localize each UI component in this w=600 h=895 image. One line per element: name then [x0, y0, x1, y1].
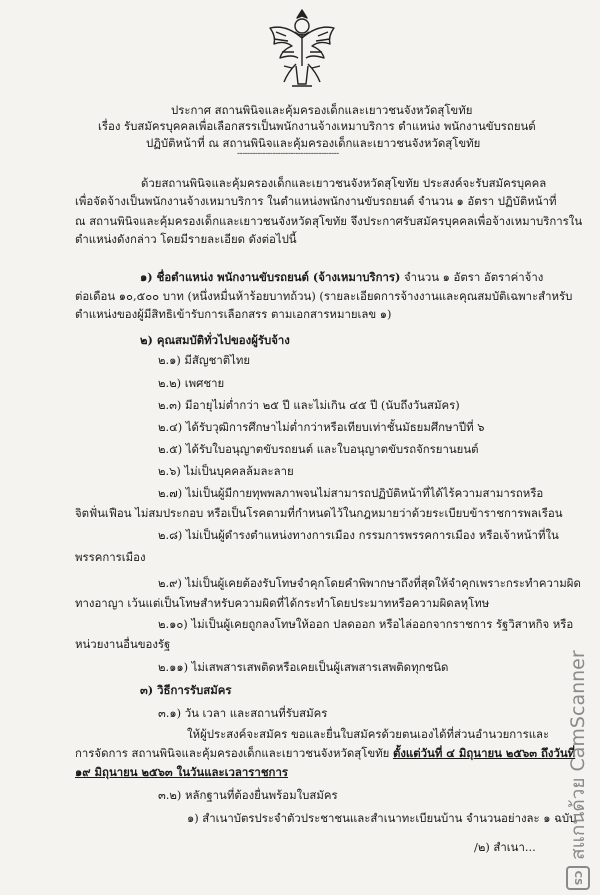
- announcement-subject-cont: ปฏิบัติหน้าที่ ณ สถานพินิจและคุ้มครองเด็กและเยาวชนจังหวัดสุโขทัย: [146, 136, 481, 150]
- list-item: ๒.๖) ไม่เป็นบุคคลล้มละลาย: [158, 464, 294, 478]
- section-1-count: จำนวน ๑ อัตรา อัตราค่าจ้าง: [400, 270, 544, 284]
- application-place: การจัดการ สถานพินิจและคุ้มครองเด็กและเยาวชนจังหวัดสุโขทัย: [75, 746, 393, 760]
- camscanner-logo-icon: CS: [566, 866, 590, 890]
- intro-paragraph: ตำแหน่งดังกล่าว โดยมีรายละเอียด ดังต่อไปนี้: [75, 232, 297, 246]
- section-1: [140, 270, 543, 284]
- list-item: ๒.๘) ไม่เป็นผู้ดำรงตำแหน่งทางการเมือง กรรมการพรรคการเมือง หรือเจ้าหน้าที่ใน: [158, 528, 559, 542]
- header-divider: ----------------------------------------: [237, 149, 339, 159]
- watermark-text: สแกนด้วย CamScanner: [567, 650, 589, 860]
- continued-marker: /๒) สำเนา...: [474, 840, 536, 854]
- list-item: ๒.๔) ได้รับวุฒิการศึกษาไม่ต่ำกว่าหรือเทียบเท่าชั้นมัธยมศึกษาปีที่ ๖: [158, 420, 485, 434]
- section-2-title: ๒) คุณสมบัติทั่วไปของผู้รับจ้าง: [140, 333, 290, 347]
- announcement-title: ประกาศ สถานพินิจและคุ้มครองเด็กและเยาวชนจังหวัดสุโขทัย: [171, 103, 473, 117]
- list-item: ๓.๒) หลักฐานที่ต้องยื่นพร้อมใบสมัคร: [158, 788, 338, 802]
- announcement-subject: เรื่อง รับสมัครบุคคลเพื่อเลือกสรรเป็นพนักงานจ้างเหมาบริการ ตำแหน่ง พนักงานขับรถยนต์: [98, 119, 536, 133]
- list-item: ๒.๒) เพศชาย: [158, 376, 225, 390]
- list-item-cont: หน่วยงานอื่นของรัฐ: [75, 637, 171, 651]
- intro-paragraph: ด้วยสถานพินิจและคุ้มครองเด็กและเยาวชนจังหวัดสุโขทัย ประสงค์จะรับสมัครบุคคล: [141, 176, 547, 190]
- section-3-title: ๓) วิธีการรับสมัคร: [140, 683, 232, 697]
- section-3-text: ให้ผู้ประสงค์จะสมัคร ขอและยื่นใบสมัครด้วยตนเองได้ที่ส่วนอำนวยการและ: [187, 727, 550, 741]
- garuda-emblem-icon: [262, 6, 342, 90]
- intro-paragraph: ณ สถานพินิจและคุ้มครองเด็กและเยาวชนจังหวัดสุโขทัย จึงประกาศรับสมัครบุคคลเพื่อจ้างเหมาบริการใน: [75, 214, 583, 228]
- list-item: ๒.๗) ไม่เป็นผู้มีกายทุพพลภาพจนไม่สามารถปฏิบัติหน้าที่ได้ไร้ความสามารถหรือ: [158, 486, 544, 500]
- section-1-title: ๑) ชื่อตำแหน่ง พนักงานขับรถยนต์ (จ้างเหมาบริการ): [140, 270, 401, 284]
- intro-paragraph: เพื่อจัดจ้างเป็นพนักงานจ้างเหมาบริการ ในตำแหน่งพนักงานขับรถยนต์ จำนวน ๑ อัตรา ปฏิบัติหน้าที่: [75, 194, 557, 208]
- section-1-text: ตำแหน่งของผู้มีสิทธิเข้ารับการเลือกสรร ตามเอกสารหมายเลข ๑): [75, 307, 392, 321]
- section-3-text: [75, 746, 575, 760]
- list-item: ๑) สำเนาบัตรประจำตัวประชาชนและสำเนาทะเบียนบ้าน จำนวนอย่างละ ๑ ฉบับ: [187, 811, 577, 825]
- list-item: ๒.๕) ได้รับใบอนุญาตขับรถยนต์ และใบอนุญาตขับรถจักรยานยนต์: [158, 442, 479, 456]
- list-item: ๒.๓) มีอายุไม่ต่ำกว่า ๒๕ ปี และไม่เกิน ๔๕ ปี (นับถึงวันสมัคร): [158, 398, 460, 412]
- application-period-end: ๑๙ มิถุนายน ๒๕๖๓ ในวันและเวลาราชการ: [75, 765, 288, 779]
- list-item-cont: จิตฟั่นเฟือน ไม่สมประกอบ หรือเป็นโรคตามที่กำหนดไว้ในกฎหมายว่าด้วยระเบียบข้าราชการพลเรือน: [75, 506, 563, 520]
- list-item: ๒.๑๑) ไม่เสพสารเสพติดหรือเคยเป็นผู้เสพสารเสพติดทุกชนิด: [158, 660, 449, 674]
- list-item-cont: พรรคการเมือง: [75, 550, 146, 564]
- camscanner-watermark: [564, 610, 592, 890]
- list-item: ๒.๙) ไม่เป็นผู้เคยต้องรับโทษจำคุกโดยคำพิพากษาถึงที่สุดให้จำคุกเพราะกระทำความผิด: [158, 576, 581, 590]
- list-item-cont: ทางอาญา เว้นแต่เป็นโทษสำหรับความผิดที่ได้กระทำโดยประมาทหรือความผิดลหุโทษ: [75, 596, 490, 610]
- application-period: ตั้งแต่วันที่ ๔ มิถุนายน ๒๕๖๓ ถึงวันที่: [392, 746, 576, 760]
- section-1-text: ต่อเดือน ๑๐,๕๐๐ บาท (หนึ่งหมื่นห้าร้อยบาทถ้วน) (รายละเอียดการจ้างงานและคุณสมบัติเฉพาะสำหรับ: [75, 289, 573, 303]
- list-item: ๒.๑๐) ไม่เป็นผู้เคยถูกลงโทษให้ออก ปลดออก หรือไล่ออกจากราชการ รัฐวิสาหกิจ หรือ: [158, 617, 574, 631]
- list-item: ๒.๑) มีสัญชาติไทย: [158, 353, 251, 367]
- list-item: ๓.๑) วัน เวลา และสถานที่รับสมัคร: [158, 706, 328, 720]
